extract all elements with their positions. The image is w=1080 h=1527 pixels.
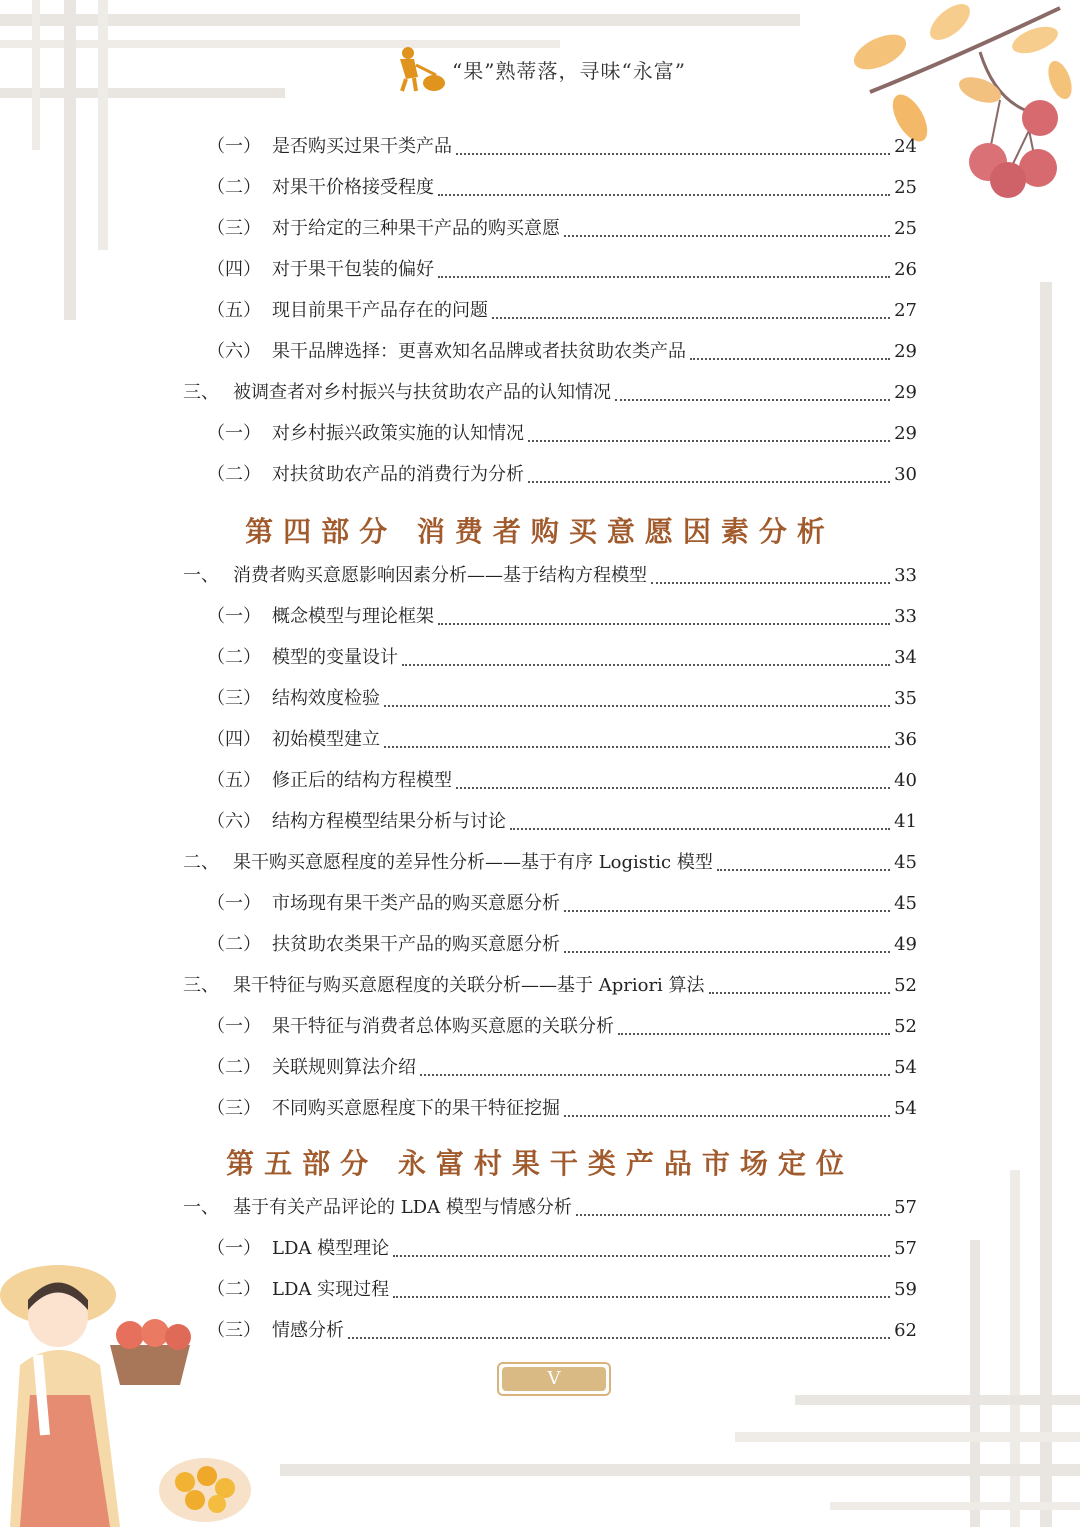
decor-line xyxy=(735,1432,1080,1442)
toc-entry-number: （二） xyxy=(207,647,261,668)
page-number: V xyxy=(502,1367,606,1391)
toc-entry-number: 三、 xyxy=(183,382,219,403)
toc-leader-dots xyxy=(615,378,890,408)
page-number-badge xyxy=(497,1362,611,1396)
toc-entry-number: （一） xyxy=(207,1016,261,1037)
toc-leader-dots xyxy=(438,255,890,285)
toc-entry-page: 24 xyxy=(894,136,917,157)
toc-entry-page: 49 xyxy=(894,934,917,955)
toc-entry-label: 结构方程模型结果分析与讨论 xyxy=(272,811,506,832)
toc-entry-number: 一、 xyxy=(183,565,219,586)
decor-line xyxy=(280,1464,1080,1476)
toc-entry-page: 57 xyxy=(894,1238,917,1259)
toc-leader-dots xyxy=(438,173,890,203)
toc-entry-label: 市场现有果干类产品的购买意愿分析 xyxy=(272,893,560,914)
section-title-part4: 第四部分 消费者购买意愿因素分析 xyxy=(245,515,835,548)
toc-entry-number: （二） xyxy=(207,177,261,198)
toc-entry-number: 三、 xyxy=(183,975,219,996)
toc-entry[interactable] xyxy=(0,889,1080,919)
toc-entry-label: 果干特征与消费者总体购买意愿的关联分析 xyxy=(272,1016,614,1037)
toc-entry[interactable] xyxy=(0,419,1080,449)
toc-entry[interactable] xyxy=(0,1012,1080,1042)
toc-entry-number: （六） xyxy=(207,811,261,832)
toc-entry[interactable] xyxy=(0,766,1080,796)
toc-entry-label: 结构效度检验 xyxy=(272,688,380,709)
toc-entry-label: 不同购买意愿程度下的果干特征挖掘 xyxy=(272,1098,560,1119)
toc-leader-dots xyxy=(420,1053,890,1083)
toc-entry-label: 现目前果干产品存在的问题 xyxy=(272,300,488,321)
toc-entry-page: 59 xyxy=(894,1279,917,1300)
toc-entry-number: （二） xyxy=(207,1279,261,1300)
toc-entry-label: 被调查者对乡村振兴与扶贫助农产品的认知情况 xyxy=(233,382,611,403)
toc-entry-page: 29 xyxy=(894,423,917,444)
toc-entry[interactable] xyxy=(0,725,1080,755)
toc-entry-page: 30 xyxy=(894,464,917,485)
section-title-part5: 第五部分 永富村果干类产品市场定位 xyxy=(226,1147,854,1180)
toc-leader-dots xyxy=(709,971,890,1001)
toc-entry-label: 对扶贫助农产品的消费行为分析 xyxy=(272,464,524,485)
toc-entry-page: 54 xyxy=(894,1057,917,1078)
toc-entry-page: 33 xyxy=(894,606,917,627)
toc-leader-dots xyxy=(384,684,890,714)
toc-entry-label: 模型的变量设计 xyxy=(272,647,398,668)
toc-entry-label: LDA 实现过程 xyxy=(272,1279,390,1300)
toc-leader-dots xyxy=(564,889,890,919)
toc-entry-page: 36 xyxy=(894,729,917,750)
toc-leader-dots xyxy=(438,602,890,632)
toc-entry[interactable] xyxy=(0,173,1080,203)
toc-leader-dots xyxy=(393,1275,890,1305)
toc-entry[interactable] xyxy=(0,602,1080,632)
toc-entry-number: （三） xyxy=(207,688,261,709)
toc-entry-number: （二） xyxy=(207,1057,261,1078)
toc-entry-number: （一） xyxy=(207,423,261,444)
decor-line xyxy=(98,0,108,250)
toc-entry[interactable] xyxy=(0,337,1080,367)
toc-leader-dots xyxy=(510,807,890,837)
toc-leader-dots xyxy=(717,848,890,878)
toc-entry[interactable] xyxy=(0,971,1080,1001)
toc-entry-page: 62 xyxy=(894,1320,917,1341)
toc-entry-label: 果干品牌选择：更喜欢知名品牌或者扶贫助农类产品 xyxy=(272,341,686,362)
toc-entry-page: 52 xyxy=(894,975,917,996)
decor-line xyxy=(830,1502,1080,1510)
decor-line xyxy=(0,14,800,26)
toc-entry[interactable] xyxy=(0,214,1080,244)
toc-leader-dots xyxy=(690,337,890,367)
toc-entry-label: 基于有关产品评论的 LDA 模型与情感分析 xyxy=(233,1197,572,1218)
toc-entry-number: （二） xyxy=(207,464,261,485)
toc-entry-number: （三） xyxy=(207,218,261,239)
toc-entry-page: 33 xyxy=(894,565,917,586)
toc-entry[interactable] xyxy=(0,296,1080,326)
toc-entry-number: （四） xyxy=(207,729,261,750)
toc-entry[interactable] xyxy=(0,1094,1080,1124)
toc-leader-dots xyxy=(564,214,890,244)
toc-leader-dots xyxy=(348,1316,890,1346)
toc-entry[interactable] xyxy=(0,132,1080,162)
toc-entry-page: 40 xyxy=(894,770,917,791)
toc-entry-page: 41 xyxy=(894,811,917,832)
toc-entry-number: （五） xyxy=(207,770,261,791)
toc-leader-dots xyxy=(492,296,890,326)
farmer-carrying-fruit-icon xyxy=(394,45,446,93)
toc-entry-label: 关联规则算法介绍 xyxy=(272,1057,416,1078)
toc-entry-label: 对乡村振兴政策实施的认知情况 xyxy=(272,423,524,444)
toc-entry[interactable] xyxy=(0,930,1080,960)
toc-leader-dots xyxy=(576,1193,890,1223)
toc-entry-label: 是否购买过果干类产品 xyxy=(272,136,452,157)
toc-entry-page: 26 xyxy=(894,259,917,280)
toc-entry-number: （一） xyxy=(207,136,261,157)
toc-entry-label: 概念模型与理论框架 xyxy=(272,606,434,627)
toc-entry-label: 果干特征与购买意愿程度的关联分析——基于 Apriori 算法 xyxy=(233,975,705,996)
toc-entry[interactable] xyxy=(0,848,1080,878)
toc-entry-number: 二、 xyxy=(183,852,219,873)
toc-entry-page: 34 xyxy=(894,647,917,668)
toc-leader-dots xyxy=(651,561,890,591)
toc-leader-dots xyxy=(393,1234,890,1264)
toc-entry-number: 一、 xyxy=(183,1197,219,1218)
toc-entry[interactable] xyxy=(0,255,1080,285)
toc-entry-number: （三） xyxy=(207,1098,261,1119)
toc-entry-page: 25 xyxy=(894,218,917,239)
toc-entry-label: 对果干价格接受程度 xyxy=(272,177,434,198)
toc-entry[interactable] xyxy=(0,643,1080,673)
decor-line xyxy=(795,1395,1080,1405)
toc-leader-dots xyxy=(528,460,890,490)
toc-entry-number: （三） xyxy=(207,1320,261,1341)
toc-entry-page: 25 xyxy=(894,177,917,198)
toc-entry-label: LDA 模型理论 xyxy=(272,1238,390,1259)
toc-entry-page: 45 xyxy=(894,852,917,873)
toc-entry-label: 初始模型建立 xyxy=(272,729,380,750)
toc-entry-page: 54 xyxy=(894,1098,917,1119)
toc-entry-label: 扶贫助农类果干产品的购买意愿分析 xyxy=(272,934,560,955)
toc-entry-number: （五） xyxy=(207,300,261,321)
toc-entry[interactable] xyxy=(0,807,1080,837)
toc-entry-label: 对于给定的三种果干产品的购买意愿 xyxy=(272,218,560,239)
toc-leader-dots xyxy=(564,1094,890,1124)
page-header xyxy=(0,44,1080,94)
toc-entry-page: 57 xyxy=(894,1197,917,1218)
toc-entry[interactable] xyxy=(0,684,1080,714)
toc-leader-dots xyxy=(456,132,890,162)
toc-entry-number: （六） xyxy=(207,341,261,362)
plate-of-dried-fruit-illustration xyxy=(155,1452,255,1524)
toc-entry-page: 52 xyxy=(894,1016,917,1037)
toc-leader-dots xyxy=(402,643,890,673)
toc-entry-number: （一） xyxy=(207,893,261,914)
toc-leader-dots xyxy=(564,930,890,960)
toc-entry-label: 对于果干包装的偏好 xyxy=(272,259,434,280)
toc-entry[interactable] xyxy=(0,561,1080,591)
toc-entry-page: 29 xyxy=(894,382,917,403)
page-title: “果”熟蒂落，寻味“永富” xyxy=(452,58,686,83)
toc-entry-number: （二） xyxy=(207,934,261,955)
toc-entry[interactable] xyxy=(0,1053,1080,1083)
toc-entry-page: 27 xyxy=(894,300,917,321)
toc-entry-number: （一） xyxy=(207,606,261,627)
toc-entry-page: 45 xyxy=(894,893,917,914)
toc-entry-number: （一） xyxy=(207,1238,261,1259)
toc-leader-dots xyxy=(384,725,890,755)
toc-entry-page: 35 xyxy=(894,688,917,709)
toc-entry[interactable] xyxy=(0,378,1080,408)
toc-entry-label: 情感分析 xyxy=(272,1320,344,1341)
toc-entry-page: 29 xyxy=(894,341,917,362)
toc-leader-dots xyxy=(528,419,890,449)
toc-entry[interactable] xyxy=(0,1193,1080,1223)
toc-entry-label: 果干购买意愿程度的差异性分析——基于有序 Logistic 模型 xyxy=(233,852,713,873)
toc-entry-label: 修正后的结构方程模型 xyxy=(272,770,452,791)
toc-leader-dots xyxy=(456,766,890,796)
toc-entry-label: 消费者购买意愿影响因素分析——基于结构方程模型 xyxy=(233,565,647,586)
toc-leader-dots xyxy=(618,1012,890,1042)
toc-entry-number: （四） xyxy=(207,259,261,280)
toc-entry[interactable] xyxy=(0,460,1080,490)
